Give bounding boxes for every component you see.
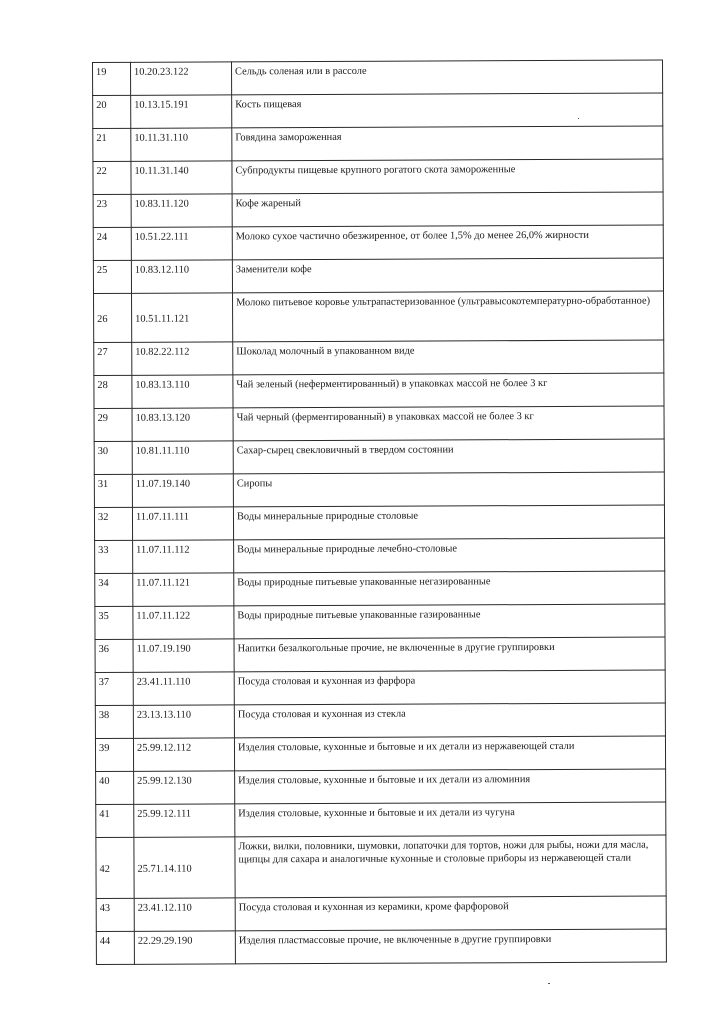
product-name: Посуда столовая и кухонная из керамики, кроме фарфоровой [235,896,666,931]
product-name: Воды природные питьевые упакованные газированные [234,604,665,639]
row-number: 31 [94,474,132,507]
row-number: 25 [93,260,131,293]
okpd-code: 25.99.12.130 [134,771,235,804]
okpd-code: 10.83.12.110 [131,260,232,293]
row-number: 35 [95,606,133,639]
product-name: Сельдь соленая или в рассоле [232,60,663,95]
row-number: 34 [95,573,133,606]
okpd-code: 23.13.13.110 [133,705,234,738]
row-number: 20 [93,95,131,128]
table-row [94,439,664,474]
table-row [95,604,665,639]
product-name: Молоко сухое частично обезжиренное, от более 1,5% до менее 26,0% жирности [232,225,663,260]
table-row [95,637,665,672]
okpd-code: 25.99.12.111 [134,804,235,837]
product-name: Изделия столовые, кухонные и бытовые и их детали из алюминия [235,769,666,804]
product-name: Сиропы [233,472,664,507]
row-number: 32 [94,507,132,540]
product-name: Напитки безалкогольные прочие, не включенные в другие группировки [234,637,665,672]
row-number: 19 [93,62,131,95]
row-number: 41 [96,804,134,837]
product-name: Посуда столовая и кухонная из стекла [234,703,665,738]
table-row [95,670,665,705]
table-row [96,769,666,804]
okpd-code: 10.51.22.111 [131,227,232,260]
product-name: Кофе жареный [232,192,663,227]
table-row [96,929,666,964]
row-number: 29 [94,408,132,441]
product-name: Кость пищевая [232,93,663,128]
row-number: 40 [96,771,134,804]
table-row [94,340,664,375]
table-row [93,126,663,161]
product-name: Воды минеральные природные лечебно-столовые [234,538,665,573]
okpd-code: 11.07.19.140 [132,474,233,507]
table-row [93,60,663,95]
row-number: 28 [94,375,132,408]
row-number: 33 [95,540,133,573]
row-number: 42 [96,837,134,898]
okpd-code: 10.83.13.110 [132,375,233,408]
row-number: 37 [95,672,133,705]
product-name: Шоколад молочный в упакованном виде [233,340,664,375]
table-row [95,538,665,573]
table-row [94,472,664,507]
table-row [95,571,665,606]
table-row [95,736,665,771]
okpd-code: 25.99.12.112 [133,738,234,771]
table-row [93,258,663,293]
product-name: Молоко питьевое коровье ультрапастеризованное (ультравысокотемпературно-обработанное) [233,291,664,342]
row-number: 30 [94,441,132,474]
table-row [96,802,666,837]
okpd-code: 11.07.11.111 [132,507,233,540]
row-number: 24 [93,227,131,260]
okpd-code: 10.81.11.110 [132,441,233,474]
okpd-code: 23.41.11.110 [133,672,234,705]
okpd-code: 10.82.22.112 [132,342,233,375]
table-row [94,373,664,408]
okpd-code: 11.07.11.112 [133,540,234,573]
okpd-code: 11.07.19.190 [133,639,234,672]
okpd-code: 10.83.11.120 [131,194,232,227]
row-number: 44 [96,931,134,964]
product-name: Воды природные питьевые упакованные негазированные [234,571,665,606]
product-name: Изделия столовые, кухонные и бытовые и их детали из чугуна [235,802,666,837]
scan-speck [548,983,550,984]
okpd-code: 10.13.15.191 [131,95,232,128]
table-row [93,159,663,194]
row-number: 43 [96,898,134,931]
okpd-code: 22.29.29.190 [134,931,235,964]
okpd-code: 10.83.13.120 [132,408,233,441]
row-number: 39 [95,738,133,771]
table-row [94,505,664,540]
row-number: 23 [93,194,131,227]
product-name: Ложки, вилки, половники, шумовки, лопаточки для тортов, ножи для рыбы, ножи для масла, щипцы для сахара и аналогичные кухонные и столовые приборы из нержавеющей стали [235,835,666,898]
product-name: Изделия столовые, кухонные и бытовые и их детали из нержавеющей стали [234,736,665,771]
product-name: Сахар-сырец свекловичный в твердом состоянии [233,439,664,474]
table-row [94,406,664,441]
okpd-code: 10.11.31.110 [131,128,232,161]
table-row [93,93,663,128]
product-name: Воды минеральные природные столовые [233,505,664,540]
okpd-code: 10.11.31.140 [131,161,232,194]
product-name: Субпродукты пищевые крупного рогатого скота замороженные [232,159,663,194]
okpd-code: 11.07.11.121 [133,573,234,606]
table-row [94,291,664,342]
table-row [93,192,663,227]
row-number: 26 [94,293,132,342]
table-row [93,225,663,260]
table-row [96,835,666,898]
table-row [95,703,665,738]
row-number: 21 [93,128,131,161]
row-number: 36 [95,639,133,672]
table-row [96,896,666,931]
product-code-table [92,60,667,965]
scan-speck [578,118,579,119]
okpd-code: 10.20.23.122 [131,62,232,95]
product-name: Заменители кофе [232,258,663,293]
row-number: 27 [94,342,132,375]
product-name: Изделия пластмассовые прочие, не включенные в другие группировки [235,929,666,964]
product-name: Посуда столовая и кухонная из фарфора [234,670,665,705]
okpd-code: 23.41.12.110 [134,898,235,931]
okpd-code: 25.71.14.110 [134,837,235,898]
row-number: 22 [93,161,131,194]
product-name: Чай черный (ферментированный) в упаковках массой не более 3 кг [233,406,664,441]
okpd-code: 11.07.11.122 [133,606,234,639]
okpd-code: 10.51.11.121 [132,293,233,342]
row-number: 38 [95,705,133,738]
product-name: Говядина замороженная [232,126,663,161]
product-name: Чай зеленый (неферментированный) в упаковках массой не более 3 кг [233,373,664,408]
